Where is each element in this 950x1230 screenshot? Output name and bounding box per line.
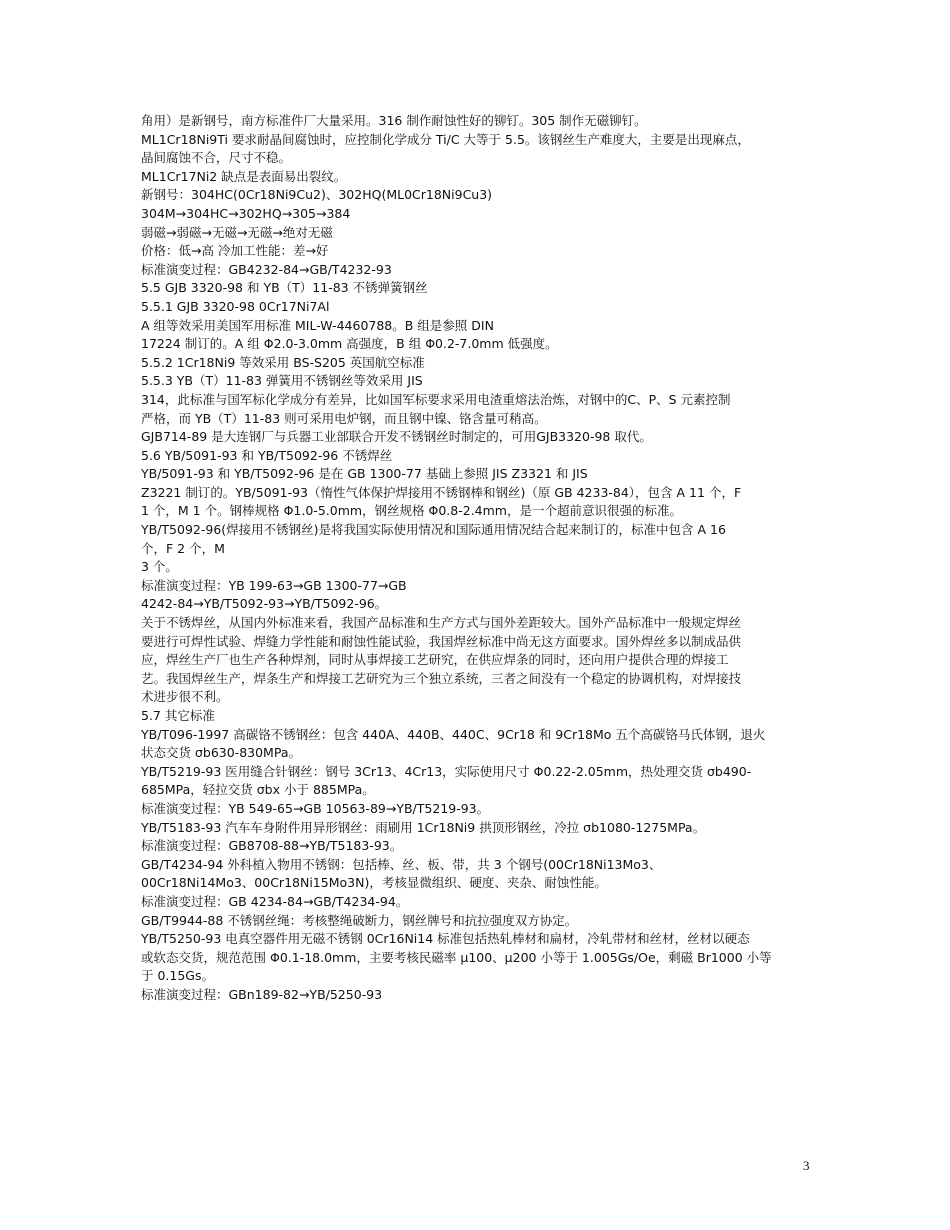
text-line: YB/T5219-93 医用缝合针钢丝：钢号 3Cr13、4Cr13，实际使用尺寸 Φ0.22-2.05mm，热处理交货 σb490- [141,763,752,779]
text-line: 5.5.3 YB（T）11-83 弹簧用不锈钢丝等效采用 JIS [141,373,423,389]
text-line: 严格，而 YB（T）11-83 则可采用电炉钢，而且钢中镍、铬含量可稍高。 [141,410,547,426]
text-line: A 组等效采用美国军用标准 MIL-W-4460788。B 组是参照 DIN [141,317,494,333]
text-line: 标准演变过程：GB8708-88→YB/T5183-93。 [141,838,403,854]
text-line: 或软态交货，规范范围 Φ0.1-18.0mm，主要考核民磁率 μ100、μ200 小等于 1.005Gs/Oe，剩磁 Br1000 小等 [141,949,772,965]
text-line: ML1Cr18Ni9Ti 要求耐晶间腐蚀时，应控制化学成分 Ti/C 大等于 5.5。该钢丝生产难度大，主要是出现麻点， [141,131,750,147]
text-line: 要进行可焊性试验、焊缝力学性能和耐蚀性能试验，我国焊丝标准中尚无这方面要求。国外焊丝多以制成品供 [141,633,742,649]
text-line: YB/T5092-96(焊接用不锈钢丝)是将我国实际使用情况和国际通用情况结合起来制订的，标准中包含 A 16 [141,522,726,538]
text-line: GB/T4234-94 外科植入物用不锈钢：包括棒、丝、板、带，共 3 个钢号(00Cr18Ni13Mo3、 [141,856,662,872]
text-line: 标准演变过程：GB4232-84→GB/T4232-93 [141,261,392,277]
text-line: 标准演变过程：YB 199-63→GB 1300-77→GB [141,577,407,593]
text-line: 新钢号：304HC(0Cr18Ni9Cu2)、302HQ(ML0Cr18Ni9Cu3) [141,187,493,203]
text-line: 17224 制订的。A 组 Φ2.0-3.0mm 高强度，B 组 Φ0.2-7.0mm 低强度。 [141,336,558,352]
text-line: GB/T9944-88 不锈钢丝绳：考核整绳破断力，钢丝牌号和抗拉强度双方协定。 [141,912,578,928]
text-line: 标准演变过程：GBn189-82→YB/5250-93 [141,986,383,1002]
text-line: 5.5 GJB 3320-98 和 YB（T）11-83 不锈弹簧钢丝 [141,280,428,296]
text-line: 价格：低→高 冷加工性能：差→好 [141,243,329,259]
text-line: 314，此标准与国军标化学成分有差异，比如国军标要求采用电渣重熔法治炼，对钢中的C、P、S 元素控制 [141,391,731,407]
text-line: 5.6 YB/5091-93 和 YB/T5092-96 不锈焊丝 [141,447,393,463]
text-line: 角用）是新钢号，南方标准件厂大量采用。316 制作耐蚀性好的铆钉。305 制作无磁铆钉。 [141,113,647,128]
text-line: 1 个，M 1 个。钢棒规格 Φ1.0-5.0mm，钢丝规格 Φ0.8-2.4mm，是一个超前意识很强的标准。 [141,503,682,519]
text-line: 术进步很不利。 [141,689,229,705]
text-line: Z3221 制订的。YB/5091-93（惰性气体保护焊接用不锈钢棒和钢丝)（原 GB 4233-84），包含 A 11 个，F [141,484,742,500]
text-line: 3 个。 [141,559,178,575]
text-line: 晶间腐蚀不合，尺寸不稳。 [141,150,292,166]
text-line: 于 0.15Gs。 [141,968,215,984]
text-line: ML1Cr17Ni2 缺点是表面易出裂纹。 [141,168,347,184]
text-line: 5.5.2 1Cr18Ni9 等效采用 BS-S205 英国航空标准 [141,354,425,370]
text-line: 应，焊丝生产厂也生产各种焊剂，同时从事焊接工艺研究，在供应焊条的同时，还向用户提供合理的焊接工 [141,652,729,668]
text-line: YB/T5183-93 汽车车身附件用异形钢丝：雨刷用 1Cr18Ni9 拱顶形钢丝，冷拉 σb1080-1275MPa。 [141,819,706,835]
text-line: YB/T096-1997 高碳铬不锈钢丝：包含 440A、440B、440C、9Cr18 和 9Cr18Mo 五个高碳铬马氏体钢，退火 [141,726,766,742]
text-line: 00Cr18Ni14Mo3、00Cr18Ni15Mo3N)，考核显微组织、硬度、夹杂、耐蚀性能。 [141,875,607,891]
text-line: 个，F 2 个，M [141,540,225,556]
text-line: GJB714-89 是大连钢厂与兵器工业部联合开发不锈钢丝时制定的，可用GJB3320-98 取代。 [141,429,652,445]
text-line: 685MPa，轻拉交货 σbx 小于 885MPa。 [141,782,375,798]
document-body [141,112,809,1005]
text-line: 弱磁→弱磁→无磁→无磁→绝对无磁 [141,224,333,240]
page-number: 3 [803,1158,810,1173]
text-line: 304M→304HC→302HQ→305→384 [141,205,351,221]
text-line: 4242-84→YB/T5092-93→YB/T5092-96。 [141,596,388,612]
text-line: 艺。我国焊丝生产，焊条生产和焊接工艺研究为三个独立系统，三者之间没有一个稳定的协调机构，对焊接技 [141,670,742,686]
text-line: 5.7 其它标准 [141,708,215,723]
text-line: 标准演变过程：YB 549-65→GB 10563-89→YB/T5219-93。 [141,800,490,816]
text-line: YB/T5250-93 电真空器件用无磁不锈钢 0Cr16Ni14 标准包括热轧棒材和扁材，冷轧带材和丝材，丝材以硬态 [141,931,750,947]
text-line: YB/5091-93 和 YB/T5092-96 是在 GB 1300-77 基础上参照 JIS Z3321 和 JIS [141,466,588,482]
text-line: 状态交货 σb630-830MPa。 [141,745,301,761]
text-line: 关于不锈焊丝，从国内外标准来看，我国产品标准和生产方式与国外差距较大。国外产品标准中一般规定焊丝 [141,615,742,631]
text-line: 5.5.1 GJB 3320-98 0Cr17Ni7Al [141,298,330,314]
text-line: 标准演变过程：GB 4234-84→GB/T4234-94。 [141,893,409,909]
